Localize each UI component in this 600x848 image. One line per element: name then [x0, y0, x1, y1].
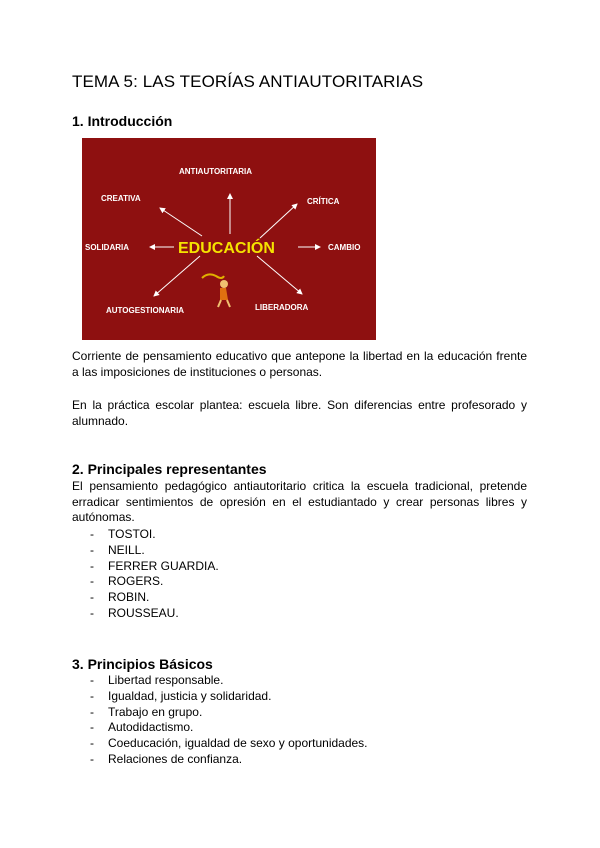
representantes-list	[90, 527, 219, 622]
section-heading-introduccion: 1. Introducción	[72, 113, 173, 129]
list-item: - ROGERS.	[90, 574, 219, 590]
education-concept-diagram	[82, 138, 376, 340]
intro-paragraph-2: En la práctica escolar plantea: escuela libre. Son diferencias entre profesorado y alumnado.	[72, 398, 527, 428]
principios-list	[90, 673, 368, 768]
list-item: - Coeducación, igualdad de sexo y oportunidades.	[90, 736, 368, 752]
arrow-down-left	[154, 256, 200, 296]
representantes-paragraph: El pensamiento pedagógico antiautoritario critica la escuela tradicional, pretende erradicar sentimientos de opresión en el estudiantado y crear personas libres y autónomas.	[72, 479, 527, 524]
list-item: - Trabajo en grupo.	[90, 705, 368, 721]
list-item: - NEILL.	[90, 543, 219, 559]
list-item: - FERRER GUARDIA.	[90, 559, 219, 575]
arrow-down-right	[257, 256, 302, 294]
child-figure-icon	[202, 274, 230, 307]
list-item: - ROBIN.	[90, 590, 219, 606]
list-item: - Autodidactismo.	[90, 720, 368, 736]
list-item: - Libertad responsable.	[90, 673, 368, 689]
document-title: TEMA 5: LAS TEORÍAS ANTIAUTORITARIAS	[72, 72, 424, 91]
label-creativa: CREATIVA	[101, 194, 141, 203]
list-item: - Relaciones de confianza.	[90, 752, 368, 768]
label-educacion: EDUCACIÓN	[178, 240, 275, 257]
label-critica: CRÍTICA	[307, 197, 340, 206]
arrow-up-left	[160, 208, 202, 236]
label-solidaria: SOLIDARIA	[85, 243, 129, 252]
section-heading-principios: 3. Principios Básicos	[72, 656, 213, 672]
arrow-up-right	[260, 204, 297, 238]
label-antiautoritaria: ANTIAUTORITARIA	[179, 167, 253, 176]
list-item: - Igualdad, justicia y solidaridad.	[90, 689, 368, 705]
label-cambio: CAMBIO	[328, 243, 361, 252]
list-item: - ROUSSEAU.	[90, 606, 219, 622]
list-item: - TOSTOI.	[90, 527, 219, 543]
diagram-svg	[82, 138, 376, 340]
intro-paragraph-1: Corriente de pensamiento educativo que antepone la libertad en la educación frente a las imposiciones de instituciones o personas.	[72, 349, 527, 379]
label-autogestionaria: AUTOGESTIONARIA	[106, 306, 185, 315]
label-liberadora: LIBERADORA	[255, 303, 309, 312]
section-heading-representantes: 2. Principales representantes	[72, 461, 267, 477]
